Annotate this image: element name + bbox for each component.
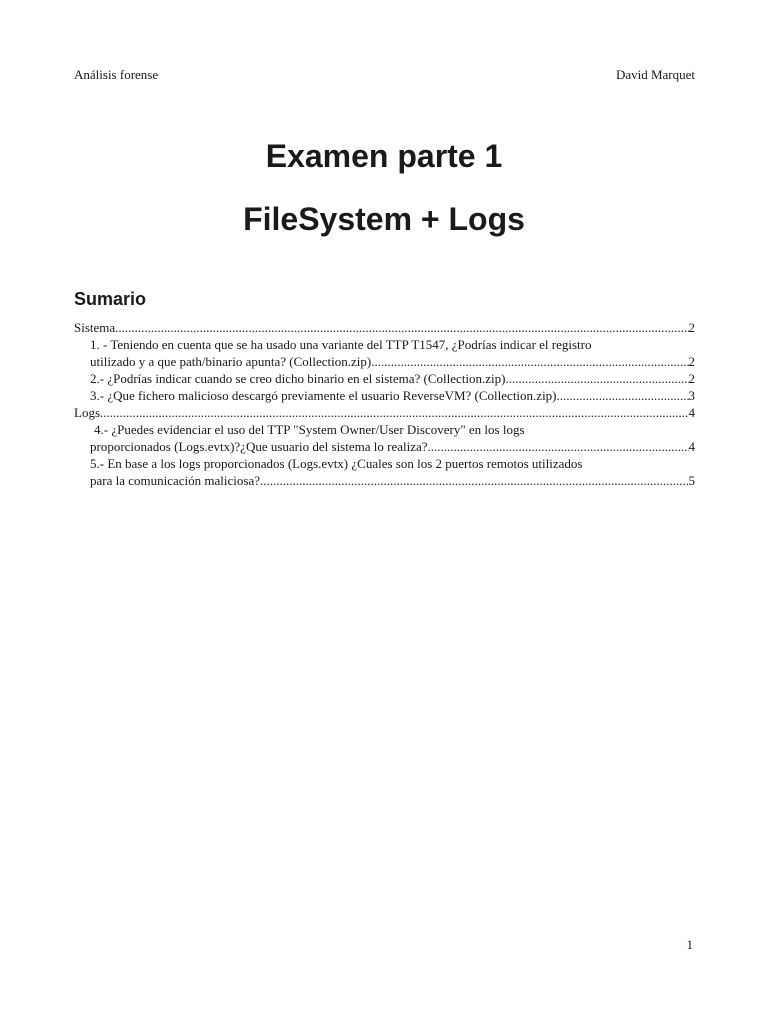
toc-entry-sistema[interactable] [74, 319, 695, 336]
toc-entry-item4-line1[interactable]: 4.- ¿Puedes evidenciar el uso del TTP "System Owner/User Discovery" en los logs [94, 422, 525, 437]
toc-entry-item1[interactable] [74, 353, 695, 370]
toc-leader-dots [100, 404, 689, 421]
toc-entry-item5-line1[interactable]: 5.- En base a los logs proporcionados (Logs.evtx) ¿Cuales son los 2 puertos remotos utilizados [90, 456, 583, 471]
toc-entry-item4[interactable] [74, 438, 695, 455]
toc-leader-dots [428, 438, 689, 455]
toc-leader-dots [260, 472, 688, 489]
page-number: 1 [686, 937, 693, 952]
toc-leader-dots [115, 319, 688, 336]
toc-entry-item3[interactable] [74, 387, 695, 404]
toc-entry-page: 4 [688, 439, 695, 454]
toc-entry-page: 5 [688, 473, 695, 488]
toc-entry-page: 4 [688, 405, 695, 420]
toc-leader-dots [557, 387, 689, 404]
toc-entry-label: para la comunicación maliciosa? [90, 473, 261, 488]
toc-leader-dots [506, 370, 689, 387]
toc-entry-label: Sistema [74, 320, 116, 335]
toc-entry-page: 2 [688, 354, 695, 369]
toc-entry-label: utilizado y a que path/binario apunta? (Collection.zip) [90, 354, 372, 369]
toc-entry-page: 2 [688, 320, 695, 335]
toc-heading: Sumario [74, 289, 147, 309]
toc-entry-logs[interactable] [74, 404, 695, 421]
header-course: Análisis forense [74, 67, 159, 82]
toc-entry-item2[interactable] [74, 370, 695, 387]
toc-entry-label: 2.- ¿Podrías indicar cuando se creo dicho binario en el sistema? (Collection.zip) [90, 371, 506, 386]
toc-entry-label: 3.- ¿Que fichero malicioso descargó previamente el usuario ReverseVM? (Collection.zip) [90, 388, 557, 403]
toc-entry-item1-line1[interactable]: 1. - Teniendo en cuenta que se ha usado una variante del TTP T1547, ¿Podrías indicar el registro [90, 337, 592, 352]
toc-entry-label: Logs [74, 405, 100, 420]
toc-entry-label: proporcionados (Logs.evtx)?¿Que usuario del sistema lo realiza? [90, 439, 428, 454]
document-title: Examen parte 1 [265, 138, 503, 174]
toc-entry-page: 3 [688, 388, 695, 403]
page-header [74, 67, 695, 87]
table-of-contents [74, 319, 695, 489]
header-author: David Marquet [615, 67, 695, 82]
document-subtitle: FileSystem + Logs [243, 201, 525, 237]
toc-entry-page: 2 [688, 371, 695, 386]
toc-entry-item5[interactable] [74, 472, 695, 489]
toc-leader-dots [371, 353, 688, 370]
